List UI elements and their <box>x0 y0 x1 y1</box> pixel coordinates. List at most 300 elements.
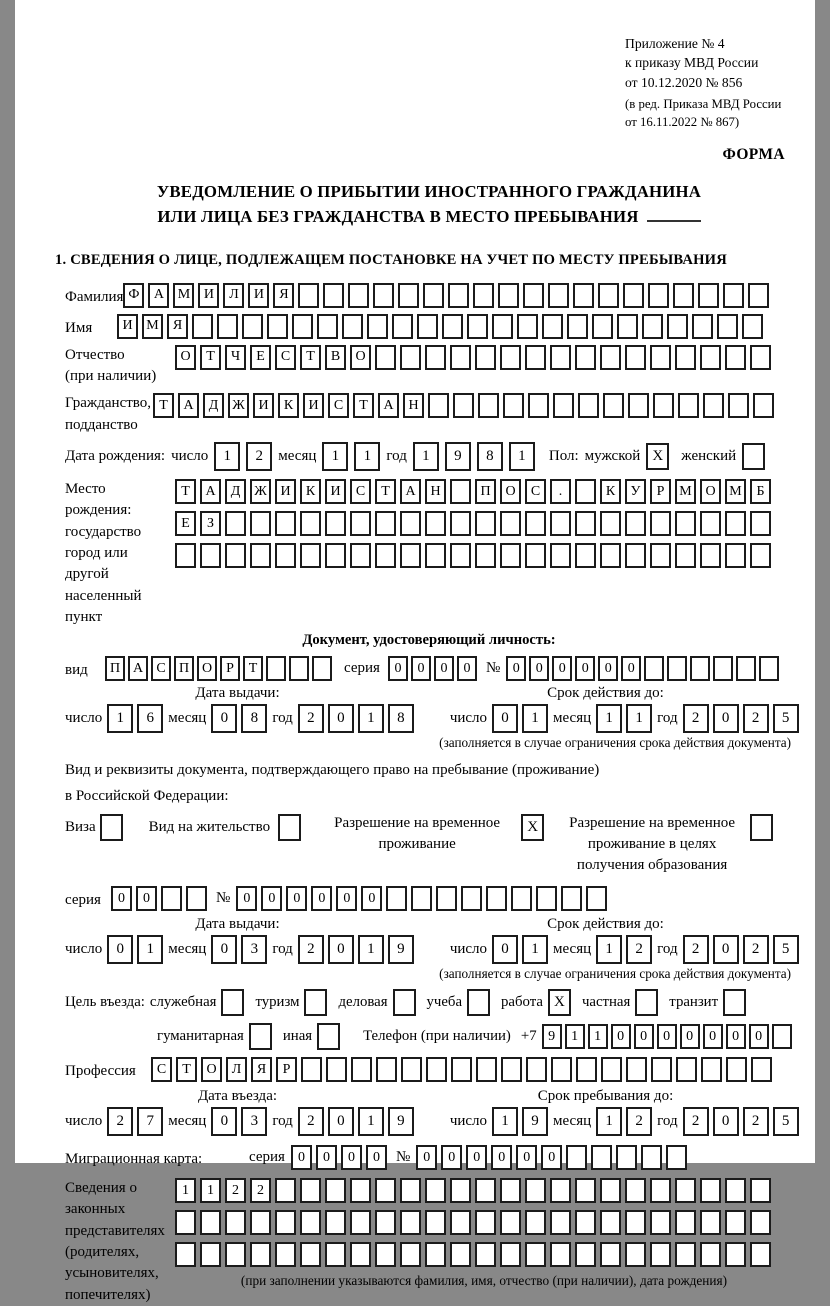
cell-box[interactable]: 3 <box>241 935 267 964</box>
cell-box[interactable] <box>542 314 563 339</box>
rvp-expiry-year-boxes[interactable] <box>683 935 799 964</box>
birthplace-boxes-row3[interactable] <box>175 543 771 568</box>
cell-box[interactable] <box>591 1145 612 1170</box>
cell-box[interactable] <box>401 1057 422 1082</box>
cell-box[interactable]: 0 <box>361 886 382 911</box>
cell-box[interactable] <box>400 345 421 370</box>
cell-box[interactable]: 0 <box>111 886 132 911</box>
migration-series-boxes[interactable] <box>291 1145 387 1170</box>
cell-box[interactable]: 0 <box>541 1145 562 1170</box>
cell-box[interactable]: Ж <box>250 479 271 504</box>
visa-checkbox[interactable] <box>100 814 123 841</box>
cell-box[interactable] <box>650 1210 671 1235</box>
cell-box[interactable]: 1 <box>509 442 535 471</box>
cell-box[interactable]: С <box>525 479 546 504</box>
cell-box[interactable] <box>678 393 699 418</box>
cell-box[interactable]: 2 <box>298 935 324 964</box>
cell-box[interactable] <box>525 511 546 536</box>
cell-box[interactable] <box>250 543 271 568</box>
purpose-study-checkbox[interactable] <box>467 989 490 1016</box>
cell-box[interactable]: 1 <box>137 935 163 964</box>
cell-box[interactable] <box>667 314 688 339</box>
cell-box[interactable] <box>250 511 271 536</box>
cell-box[interactable] <box>200 1210 221 1235</box>
cell-box[interactable] <box>772 1024 792 1049</box>
cell-box[interactable] <box>573 283 594 308</box>
doc-series-boxes[interactable] <box>388 656 477 681</box>
cell-box[interactable] <box>225 1210 246 1235</box>
doc-number-boxes[interactable] <box>506 656 779 681</box>
cell-box[interactable]: 1 <box>358 704 384 733</box>
cell-box[interactable]: 0 <box>441 1145 462 1170</box>
cell-box[interactable]: З <box>200 511 221 536</box>
cell-box[interactable] <box>675 543 696 568</box>
temp-residence-checkbox[interactable]: X <box>521 814 544 841</box>
cell-box[interactable] <box>436 886 457 911</box>
cell-box[interactable] <box>242 314 263 339</box>
cell-box[interactable] <box>467 314 488 339</box>
purpose-business-checkbox[interactable] <box>393 989 416 1016</box>
cell-box[interactable]: 8 <box>388 704 414 733</box>
cell-box[interactable] <box>425 1178 446 1203</box>
cell-box[interactable] <box>700 1242 721 1267</box>
sex-male-checkbox[interactable]: X <box>646 443 669 470</box>
cell-box[interactable] <box>550 345 571 370</box>
cell-box[interactable]: О <box>175 345 196 370</box>
cell-box[interactable] <box>625 345 646 370</box>
cell-box[interactable]: 0 <box>492 935 518 964</box>
cell-box[interactable] <box>275 1242 296 1267</box>
cell-box[interactable]: Я <box>273 283 294 308</box>
cell-box[interactable] <box>642 314 663 339</box>
cell-box[interactable] <box>312 656 332 681</box>
cell-box[interactable]: Ж <box>228 393 249 418</box>
cell-box[interactable] <box>275 511 296 536</box>
cell-box[interactable]: 2 <box>225 1178 246 1203</box>
cell-box[interactable] <box>500 1242 521 1267</box>
cell-box[interactable] <box>713 656 733 681</box>
cell-box[interactable] <box>600 345 621 370</box>
cell-box[interactable]: Е <box>250 345 271 370</box>
cell-box[interactable]: 1 <box>200 1178 221 1203</box>
cell-box[interactable]: 0 <box>457 656 477 681</box>
cell-box[interactable] <box>561 886 582 911</box>
cell-box[interactable] <box>626 1057 647 1082</box>
cell-box[interactable]: С <box>350 479 371 504</box>
cell-box[interactable] <box>450 511 471 536</box>
cell-box[interactable]: И <box>253 393 274 418</box>
residence-permit-checkbox[interactable] <box>278 814 301 841</box>
cell-box[interactable]: 0 <box>749 1024 769 1049</box>
cell-box[interactable]: Р <box>276 1057 297 1082</box>
cell-box[interactable] <box>442 314 463 339</box>
cell-box[interactable]: 1 <box>214 442 240 471</box>
rvp-expiry-month-boxes[interactable] <box>596 935 652 964</box>
birthplace-boxes-row2[interactable] <box>175 511 771 536</box>
cell-box[interactable] <box>425 345 446 370</box>
cell-box[interactable] <box>742 314 763 339</box>
cell-box[interactable]: 0 <box>434 656 454 681</box>
cell-box[interactable]: 8 <box>241 704 267 733</box>
cell-box[interactable]: 1 <box>354 442 380 471</box>
cell-box[interactable]: 1 <box>626 704 652 733</box>
cell-box[interactable] <box>576 1057 597 1082</box>
cell-box[interactable] <box>600 543 621 568</box>
issue-day-boxes[interactable] <box>107 704 163 733</box>
cell-box[interactable] <box>575 543 596 568</box>
cell-box[interactable] <box>575 1178 596 1203</box>
cell-box[interactable] <box>625 1178 646 1203</box>
cell-box[interactable]: М <box>725 479 746 504</box>
cell-box[interactable] <box>728 393 749 418</box>
cell-box[interactable]: 1 <box>492 1107 518 1136</box>
cell-box[interactable] <box>675 1242 696 1267</box>
cell-box[interactable]: С <box>151 656 171 681</box>
cell-box[interactable]: И <box>248 283 269 308</box>
cell-box[interactable]: 0 <box>136 886 157 911</box>
rvp-number-boxes[interactable] <box>236 886 607 911</box>
cell-box[interactable] <box>375 345 396 370</box>
cell-box[interactable]: 5 <box>773 935 799 964</box>
cell-box[interactable] <box>725 1178 746 1203</box>
cell-box[interactable] <box>200 1242 221 1267</box>
cell-box[interactable] <box>250 1242 271 1267</box>
cell-box[interactable] <box>675 1210 696 1235</box>
cell-box[interactable]: 5 <box>773 704 799 733</box>
cell-box[interactable] <box>528 393 549 418</box>
cell-box[interactable] <box>667 656 687 681</box>
cell-box[interactable] <box>453 393 474 418</box>
cell-box[interactable] <box>475 511 496 536</box>
cell-box[interactable] <box>725 345 746 370</box>
cell-box[interactable] <box>501 1057 522 1082</box>
cell-box[interactable]: 0 <box>634 1024 654 1049</box>
cell-box[interactable] <box>400 543 421 568</box>
legal-reps-boxes-row3[interactable] <box>175 1242 793 1267</box>
cell-box[interactable]: 1 <box>596 704 622 733</box>
cell-box[interactable]: 9 <box>388 935 414 964</box>
cell-box[interactable]: Я <box>167 314 188 339</box>
expiry-year-boxes[interactable] <box>683 704 799 733</box>
cell-box[interactable] <box>448 283 469 308</box>
cell-box[interactable] <box>289 656 309 681</box>
cell-box[interactable] <box>601 1057 622 1082</box>
cell-box[interactable]: 0 <box>726 1024 746 1049</box>
patronymic-boxes[interactable] <box>175 345 771 370</box>
cell-box[interactable] <box>753 393 774 418</box>
cell-box[interactable] <box>578 393 599 418</box>
cell-box[interactable] <box>350 1178 371 1203</box>
cell-box[interactable]: 2 <box>626 935 652 964</box>
cell-box[interactable] <box>400 1242 421 1267</box>
cell-box[interactable]: 0 <box>328 935 354 964</box>
cell-box[interactable] <box>398 283 419 308</box>
cell-box[interactable] <box>298 283 319 308</box>
cell-box[interactable] <box>450 479 471 504</box>
cell-box[interactable] <box>500 345 521 370</box>
cell-box[interactable] <box>350 511 371 536</box>
cell-box[interactable] <box>575 1210 596 1235</box>
cell-box[interactable]: 0 <box>211 935 237 964</box>
cell-box[interactable] <box>325 1178 346 1203</box>
cell-box[interactable] <box>275 1178 296 1203</box>
cell-box[interactable] <box>425 1242 446 1267</box>
cell-box[interactable] <box>703 393 724 418</box>
cell-box[interactable] <box>476 1057 497 1082</box>
cell-box[interactable] <box>600 1242 621 1267</box>
cell-box[interactable]: 2 <box>743 1107 769 1136</box>
cell-box[interactable]: А <box>400 479 421 504</box>
cell-box[interactable]: Я <box>251 1057 272 1082</box>
cell-box[interactable] <box>625 1242 646 1267</box>
cell-box[interactable] <box>692 314 713 339</box>
cell-box[interactable] <box>525 1210 546 1235</box>
cell-box[interactable]: Т <box>176 1057 197 1082</box>
cell-box[interactable] <box>628 393 649 418</box>
cell-box[interactable] <box>325 1242 346 1267</box>
cell-box[interactable] <box>473 283 494 308</box>
cell-box[interactable]: 1 <box>596 935 622 964</box>
cell-box[interactable]: О <box>500 479 521 504</box>
rvp-expiry-day-boxes[interactable] <box>492 935 548 964</box>
cell-box[interactable]: Р <box>650 479 671 504</box>
cell-box[interactable]: 1 <box>588 1024 608 1049</box>
cell-box[interactable]: 5 <box>773 1107 799 1136</box>
cell-box[interactable] <box>373 283 394 308</box>
cell-box[interactable]: Т <box>300 345 321 370</box>
cell-box[interactable]: 0 <box>575 656 595 681</box>
cell-box[interactable] <box>428 393 449 418</box>
cell-box[interactable]: 0 <box>336 886 357 911</box>
cell-box[interactable] <box>690 656 710 681</box>
cell-box[interactable]: В <box>325 345 346 370</box>
cell-box[interactable]: М <box>675 479 696 504</box>
cell-box[interactable] <box>750 345 771 370</box>
cell-box[interactable]: 9 <box>388 1107 414 1136</box>
cell-box[interactable] <box>676 1057 697 1082</box>
cell-box[interactable] <box>586 886 607 911</box>
cell-box[interactable] <box>575 511 596 536</box>
cell-box[interactable] <box>400 1178 421 1203</box>
cell-box[interactable] <box>225 511 246 536</box>
cell-box[interactable] <box>675 1178 696 1203</box>
cell-box[interactable]: 2 <box>298 704 324 733</box>
cell-box[interactable]: К <box>300 479 321 504</box>
legal-reps-boxes-row1[interactable] <box>175 1178 793 1203</box>
cell-box[interactable] <box>553 393 574 418</box>
cell-box[interactable]: 1 <box>413 442 439 471</box>
cell-box[interactable]: О <box>350 345 371 370</box>
cell-box[interactable]: 0 <box>311 886 332 911</box>
cell-box[interactable]: Д <box>203 393 224 418</box>
cell-box[interactable]: С <box>328 393 349 418</box>
cell-box[interactable] <box>292 314 313 339</box>
cell-box[interactable]: 0 <box>506 656 526 681</box>
cell-box[interactable]: Л <box>223 283 244 308</box>
cell-box[interactable] <box>450 1178 471 1203</box>
cell-box[interactable] <box>425 1210 446 1235</box>
rvp-series-boxes[interactable] <box>111 886 207 911</box>
cell-box[interactable] <box>342 314 363 339</box>
cell-box[interactable]: Ф <box>123 283 144 308</box>
cell-box[interactable] <box>300 511 321 536</box>
cell-box[interactable] <box>548 283 569 308</box>
cell-box[interactable]: 0 <box>657 1024 677 1049</box>
cell-box[interactable]: 2 <box>683 935 709 964</box>
cell-box[interactable] <box>748 283 769 308</box>
cell-box[interactable]: 2 <box>683 704 709 733</box>
cell-box[interactable]: И <box>303 393 324 418</box>
cell-box[interactable]: 1 <box>565 1024 585 1049</box>
cell-box[interactable]: 8 <box>477 442 503 471</box>
rvp-issue-day-boxes[interactable] <box>107 935 163 964</box>
cell-box[interactable]: 2 <box>107 1107 133 1136</box>
doc-kind-boxes[interactable] <box>105 656 332 681</box>
cell-box[interactable] <box>625 543 646 568</box>
cell-box[interactable]: 2 <box>246 442 272 471</box>
cell-box[interactable]: 0 <box>491 1145 512 1170</box>
cell-box[interactable] <box>575 479 596 504</box>
cell-box[interactable] <box>675 345 696 370</box>
temp-residence-education-checkbox[interactable] <box>750 814 773 841</box>
cell-box[interactable] <box>461 886 482 911</box>
cell-box[interactable]: К <box>278 393 299 418</box>
cell-box[interactable] <box>175 543 196 568</box>
cell-box[interactable] <box>750 1210 771 1235</box>
cell-box[interactable] <box>750 1178 771 1203</box>
cell-box[interactable] <box>376 1057 397 1082</box>
cell-box[interactable]: А <box>128 656 148 681</box>
cell-box[interactable] <box>750 1242 771 1267</box>
cell-box[interactable]: Т <box>200 345 221 370</box>
cell-box[interactable] <box>175 1210 196 1235</box>
cell-box[interactable]: Т <box>375 479 396 504</box>
cell-box[interactable] <box>700 511 721 536</box>
cell-box[interactable] <box>641 1145 662 1170</box>
cell-box[interactable] <box>623 283 644 308</box>
cell-box[interactable] <box>666 1145 687 1170</box>
cell-box[interactable] <box>161 886 182 911</box>
cell-box[interactable]: 0 <box>286 886 307 911</box>
cell-box[interactable]: И <box>325 479 346 504</box>
cell-box[interactable] <box>500 511 521 536</box>
cell-box[interactable]: 2 <box>743 935 769 964</box>
cell-box[interactable]: П <box>475 479 496 504</box>
sex-female-checkbox[interactable] <box>742 443 765 470</box>
cell-box[interactable] <box>648 283 669 308</box>
cell-box[interactable] <box>673 283 694 308</box>
cell-box[interactable] <box>550 511 571 536</box>
cell-box[interactable] <box>217 314 238 339</box>
cell-box[interactable] <box>478 393 499 418</box>
cell-box[interactable] <box>566 1145 587 1170</box>
cell-box[interactable]: П <box>105 656 125 681</box>
cell-box[interactable]: 1 <box>358 935 384 964</box>
cell-box[interactable] <box>325 543 346 568</box>
birth-year-boxes[interactable] <box>413 442 535 471</box>
cell-box[interactable]: Д <box>225 479 246 504</box>
cell-box[interactable] <box>426 1057 447 1082</box>
cell-box[interactable] <box>350 543 371 568</box>
cell-box[interactable] <box>475 1178 496 1203</box>
cell-box[interactable]: М <box>173 283 194 308</box>
cell-box[interactable]: 0 <box>316 1145 337 1170</box>
cell-box[interactable]: 0 <box>466 1145 487 1170</box>
cell-box[interactable] <box>651 1057 672 1082</box>
cell-box[interactable] <box>723 283 744 308</box>
cell-box[interactable]: А <box>378 393 399 418</box>
surname-boxes[interactable] <box>123 283 769 308</box>
cell-box[interactable]: О <box>197 656 217 681</box>
cell-box[interactable] <box>451 1057 472 1082</box>
cell-box[interactable] <box>425 543 446 568</box>
cell-box[interactable] <box>625 511 646 536</box>
cell-box[interactable]: О <box>700 479 721 504</box>
cell-box[interactable] <box>650 511 671 536</box>
purpose-official-checkbox[interactable] <box>221 989 244 1016</box>
cell-box[interactable]: Н <box>403 393 424 418</box>
cell-box[interactable] <box>650 345 671 370</box>
cell-box[interactable] <box>492 314 513 339</box>
expiry-day-boxes[interactable] <box>492 704 548 733</box>
cell-box[interactable] <box>350 1242 371 1267</box>
purpose-humanitarian-checkbox[interactable] <box>249 1023 272 1050</box>
cell-box[interactable] <box>300 1178 321 1203</box>
cell-box[interactable] <box>326 1057 347 1082</box>
givenname-boxes[interactable] <box>117 314 763 339</box>
cell-box[interactable] <box>616 1145 637 1170</box>
cell-box[interactable] <box>698 283 719 308</box>
cell-box[interactable]: 0 <box>388 656 408 681</box>
purpose-tourism-checkbox[interactable] <box>304 989 327 1016</box>
cell-box[interactable]: 0 <box>291 1145 312 1170</box>
cell-box[interactable] <box>250 1210 271 1235</box>
cell-box[interactable] <box>423 283 444 308</box>
cell-box[interactable]: 9 <box>542 1024 562 1049</box>
cell-box[interactable] <box>526 1057 547 1082</box>
cell-box[interactable]: 1 <box>522 704 548 733</box>
cell-box[interactable] <box>301 1057 322 1082</box>
cell-box[interactable] <box>175 1242 196 1267</box>
migration-number-boxes[interactable] <box>416 1145 687 1170</box>
cell-box[interactable] <box>450 345 471 370</box>
cell-box[interactable] <box>351 1057 372 1082</box>
cell-box[interactable]: 1 <box>596 1107 622 1136</box>
cell-box[interactable]: Ч <box>225 345 246 370</box>
legal-reps-boxes-row2[interactable] <box>175 1210 793 1235</box>
cell-box[interactable] <box>736 656 756 681</box>
cell-box[interactable] <box>400 511 421 536</box>
cell-box[interactable] <box>725 543 746 568</box>
cell-box[interactable] <box>417 314 438 339</box>
cell-box[interactable]: 0 <box>516 1145 537 1170</box>
cell-box[interactable] <box>653 393 674 418</box>
cell-box[interactable]: 1 <box>107 704 133 733</box>
cell-box[interactable] <box>225 1242 246 1267</box>
cell-box[interactable]: С <box>275 345 296 370</box>
birthplace-boxes-row1[interactable] <box>175 479 771 504</box>
cell-box[interactable] <box>450 543 471 568</box>
cell-box[interactable]: 2 <box>683 1107 709 1136</box>
cell-box[interactable] <box>700 543 721 568</box>
cell-box[interactable]: 9 <box>445 442 471 471</box>
cell-box[interactable] <box>525 1242 546 1267</box>
cell-box[interactable] <box>750 511 771 536</box>
cell-box[interactable]: 1 <box>358 1107 384 1136</box>
cell-box[interactable]: Т <box>243 656 263 681</box>
cell-box[interactable]: М <box>142 314 163 339</box>
cell-box[interactable]: 0 <box>236 886 257 911</box>
